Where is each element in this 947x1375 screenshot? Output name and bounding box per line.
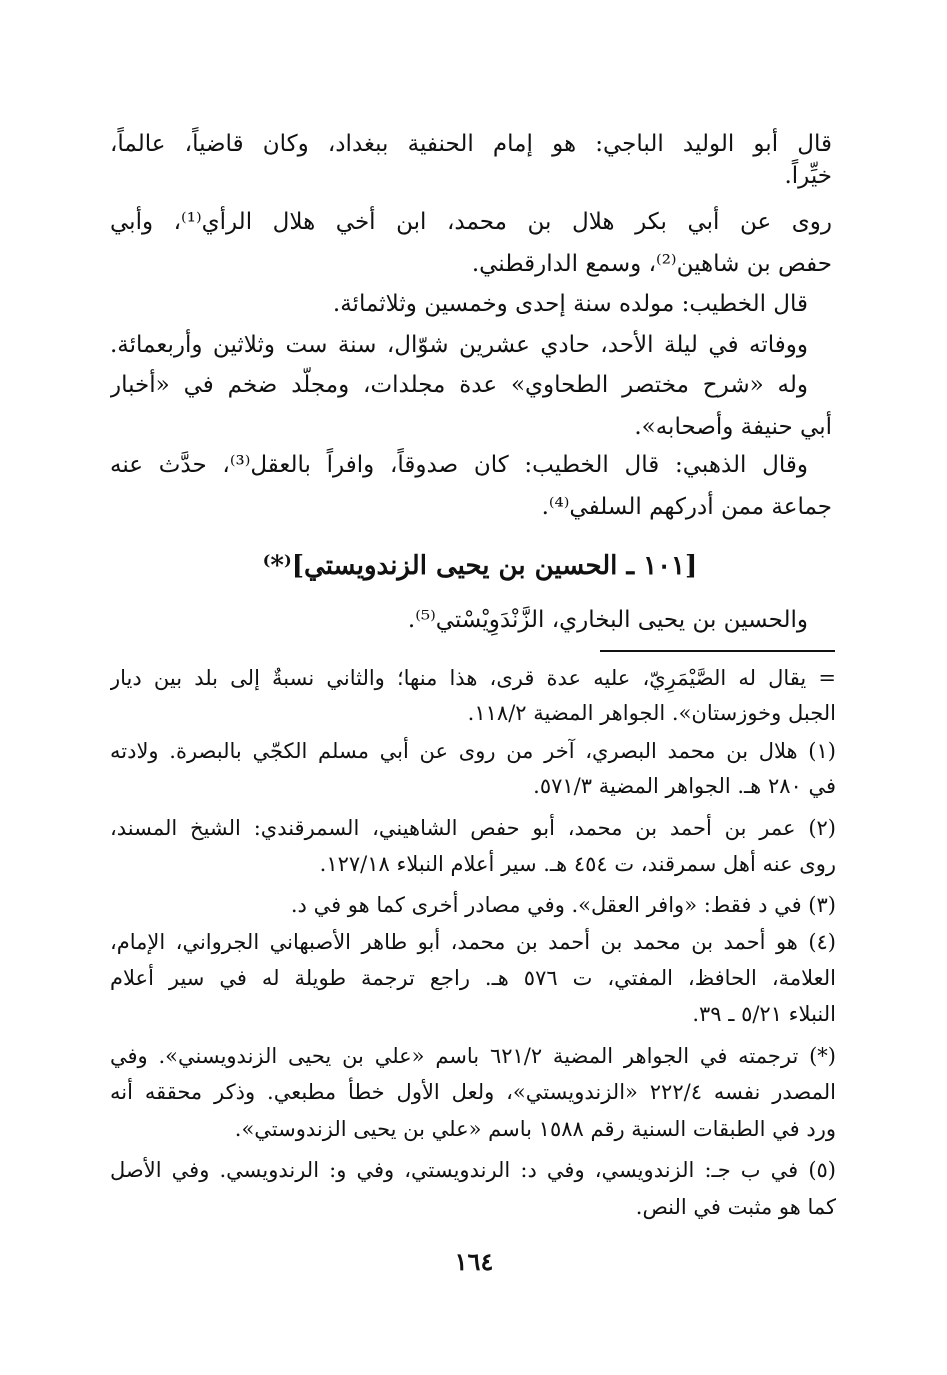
footnote-line-4: في ٢٨٠ هـ. الجواهر المضية ٥٧١/٣. [533,774,836,798]
entry-heading: [١٠١ ـ الحسين بن يحيى الزندويستي]⁽*⁾ [262,551,698,581]
body-line-2: خيِّراً. [784,163,832,189]
footnote-line-5: (٢) عمر بن أحمد بن محمد، أبو حفص الشاهيني، السمرقندي: الشيخ المسند، [110,816,836,840]
footnote-divider [600,650,835,652]
body-line-5: قال الخطيب: مولده سنة إحدى وخمسين وثلاثمائة. [332,291,808,317]
body-line-4: حفص بن شاهين⁽²⁾، وسمع الدارقطني. [471,251,832,277]
footnote-line-10: النبلاء ٥/٢١ ـ ٣٩. [692,1002,836,1026]
body-line-6: ووفاته في ليلة الأحد، حادي عشرين شوّال، سنة ست وثلاثين وأربعمائة. [110,332,808,358]
footnote-line-7: (٣) في د فقط: «وافر العقل». وفي مصادر أخرى كما هو في د. [290,893,836,917]
body-line-3: روى عن أبي بكر هلال بن محمد، ابن أخي هلال الرأي⁽¹⁾، وأبي [110,209,832,235]
footnote-line-15: كما هو مثبت في النص. [635,1195,836,1219]
footnote-line-11: (*) ترجمته في الجواهر المضية ٦٢١/٢ باسم «علي بن يحيى الزندويسني». وفي [110,1044,836,1068]
footnote-line-3: (١) هلال بن محمد البصري، آخر من روى عن أبي مسلم الكجّي بالبصرة. ولادته [110,739,836,763]
page-number: ١٦٤ [454,1247,494,1276]
footnote-line-12: المصدر نفسه ٢٢٢/٤ «الزندويستي»، ولعل الأول خطأ مطبعي. وذكر محققه أنه [110,1080,836,1104]
body-line-1: قال أبو الوليد الباجي: هو إمام الحنفية ببغداد، وكان قاضياً، عالماً، [110,131,832,157]
footnote-line-8: (٤) هو أحمد بن محمد بن أحمد بن محمد، أبو طاهر الأصبهاني الجرواني، الإمام، [110,930,836,954]
footnote-line-14: (٥) في ب جـ: الزندويسي، وفي د: الرندويستي، وفي و: الرندويسي. وفي الأصل [110,1158,836,1182]
footnote-line-2: الجبل وخوزستان». الجواهر المضية ١١٨/٢. [467,701,836,725]
body-line-7: وله «شرح مختصر الطحاوي» عدة مجلدات، ومجلّد ضخم في «أخبار [110,372,808,398]
footnote-line-6: روى عنه أهل سمرقند، ت ٤٥٤ هـ. سير أعلام النبلاء ١٢٧/١٨. [319,852,836,876]
body-line-9: وقال الذهبي: قال الخطيب: كان صدوقاً، وافراً بالعقل⁽³⁾، حدَّث عنه [110,452,808,478]
entry-subline: والحسين بن يحيى البخاري، الزَّنْدَوِيْسْتي⁽⁵⁾. [407,607,808,633]
body-line-8: أبي حنيفة وأصحابه». [634,414,832,440]
footnote-line-1: = يقال له الصَّيْمَرِيّ، عليه عدة قرى، هذا منها؛ والثاني نسبةٌ إلى بلد بين ديار [110,666,836,690]
body-line-10: جماعة ممن أدركهم السلفي⁽⁴⁾. [541,494,832,520]
footnote-line-13: ورد في الطبقات السنية رقم ١٥٨٨ باسم «علي بن يحيى الزندوستي». [234,1117,836,1141]
footnote-line-9: العلامة، الحافظ، المفتي، ت ٥٧٦ هـ. راجع ترجمة طويلة له في سير أعلام [110,966,836,990]
